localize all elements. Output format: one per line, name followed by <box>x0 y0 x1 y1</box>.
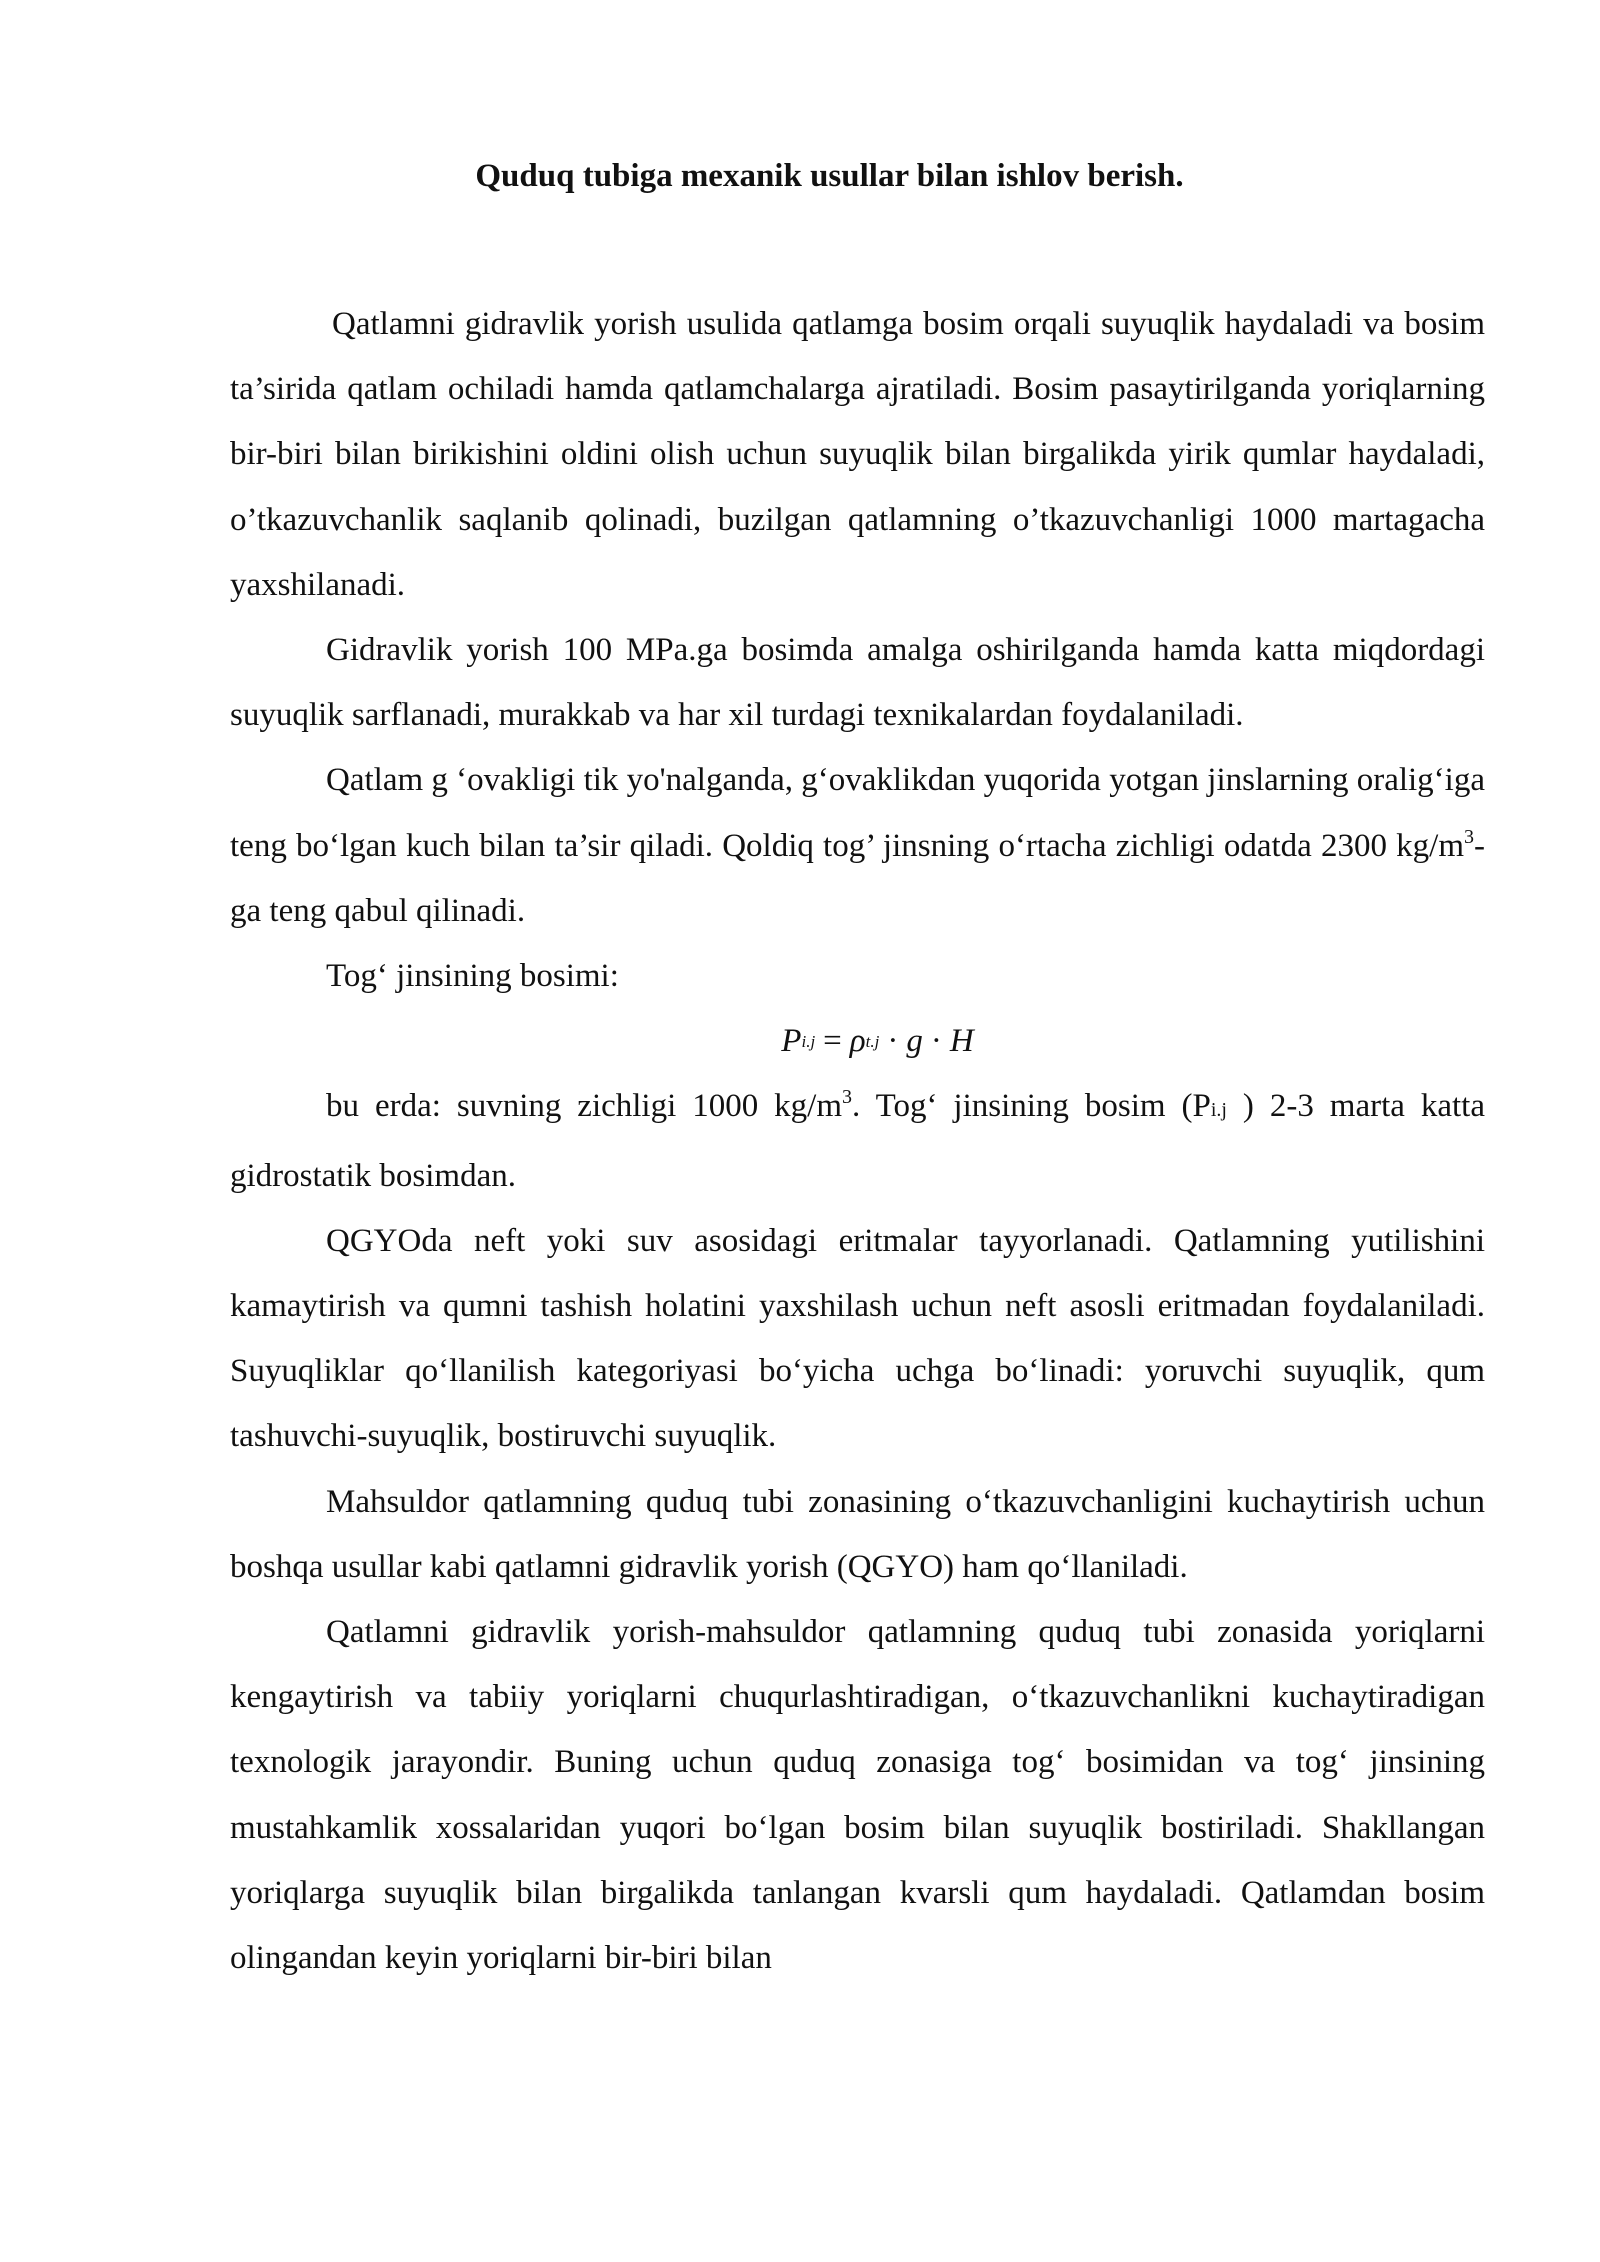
formula-rock-pressure <box>230 1009 1485 1074</box>
superscript-5: 3 <box>842 1086 853 1109</box>
paragraph-8: Qatlamni gidravlik yorish-mahsuldor qatlamning quduq tubi zonasida yoriqlarni kengaytirish va tabiiy yoriqlarni chuqurlashtiradigan, o‘tkazuvchanlikni kuchaytiradigan texnologik jarayondir. Buning uchun quduq zonasiga tog‘ bosimidan va tog‘ jinsining mustahkamlik xossalaridan yuqori bo‘lgan bosim bilan suyuqlik bostiriladi. Shakllangan yoriqlarga suyuqlik bilan birgalikda tanlangan kvarsli qum haydaladi. Qatlamdan bosim olingandan keyin yoriqlarni bir-biri bilan <box>230 1614 1485 1977</box>
paragraph-5-text-end: ) 2-3 marta katta gidrostatik bosimdan. <box>230 1088 1485 1194</box>
paragraph-1: Qatlamni gidravlik yorish usulida qatlamga bosim orqali suyuqlik haydaladi va bosim ta’sirida qatlam ochiladi hamda qatlamchalarga ajratiladi. Bosim pasaytirilganda yoriqlarning bir-biri bilan birikishini oldini olish uchun suyuqlik bilan birgalikda yirik qumlar haydaladi, o’tkazuvchanlik saqlanib qolinadi, buzilgan qatlamning o’tkazuvchanligi 1000 martagacha yaxshilanadi. <box>230 306 1485 603</box>
paragraph-5 <box>230 1074 1485 1208</box>
formula-equals: = <box>823 1023 842 1060</box>
document-body <box>230 292 1485 1991</box>
formula-p: P <box>781 1023 802 1060</box>
formula-rho-sub: t.j <box>865 1032 880 1052</box>
paragraph-3-text: Qatlam g ‘ovakligi tik yo'nalganda, g‘ovaklikdan yuqorida yotgan jinslarning oralig‘iga teng bo‘lgan kuch bilan ta’sir qiladi. Qoldiq tog’ jinsning o‘rtacha zichligi odatda 2300 kg/m <box>230 762 1485 864</box>
paragraph-3 <box>230 748 1485 944</box>
subscript-5: i.j <box>1210 1099 1227 1122</box>
formula-p-sub: i.j <box>801 1032 816 1052</box>
formula-rho: ρ <box>849 1023 866 1060</box>
paragraph-4: Tog‘ jinsining bosimi: <box>326 958 619 995</box>
paragraph-3-text-end: - ga teng qabul qilinadi. <box>230 827 1485 929</box>
superscript-3: 3 <box>1464 825 1474 848</box>
formula-h: H <box>949 1023 974 1060</box>
paragraph-5-text: bu erda: suvning zichligi 1000 kg/m <box>326 1088 843 1125</box>
paragraph-6: QGYOda neft yoki suv asosidagi eritmalar tayyorlanadi. Qatlamning yutilishini kamaytirish va qumni tashish holatini yaxshilash uchun neft asosli eritmadan foydalaniladi. Suyuqliklar qo‘llanilish kategoriyasi bo‘yicha uchga bo‘linadi: yoruvchi suyuqlik, qum tashuvchi-suyuqlik, bostiruvchi suyuqlik. <box>230 1222 1485 1455</box>
formula-dot-1: · <box>887 1023 899 1060</box>
paragraph-2: Gidravlik yorish 100 MPa.ga bosimda amalga oshirilganda hamda katta miqdordagi suyuqlik sarflanadi, murakkab va har xil turdagi texnikalardan foydalaniladi. <box>230 632 1485 734</box>
paragraph-7: Mahsuldor qatlamning quduq tubi zonasining o‘tkazuvchanligini kuchaytirish uchun boshqa usullar kabi qatlamni gidravlik yorish (QGYO) ham qo‘llaniladi. <box>230 1483 1485 1585</box>
page-title: Quduq tubiga mexanik usullar bilan ishlov berish. <box>475 158 1184 194</box>
paragraph-5-text-mid: . Tog‘ jinsining bosim (P <box>852 1088 1211 1125</box>
formula-g: g <box>906 1023 923 1060</box>
formula-dot-2: · <box>930 1023 942 1060</box>
